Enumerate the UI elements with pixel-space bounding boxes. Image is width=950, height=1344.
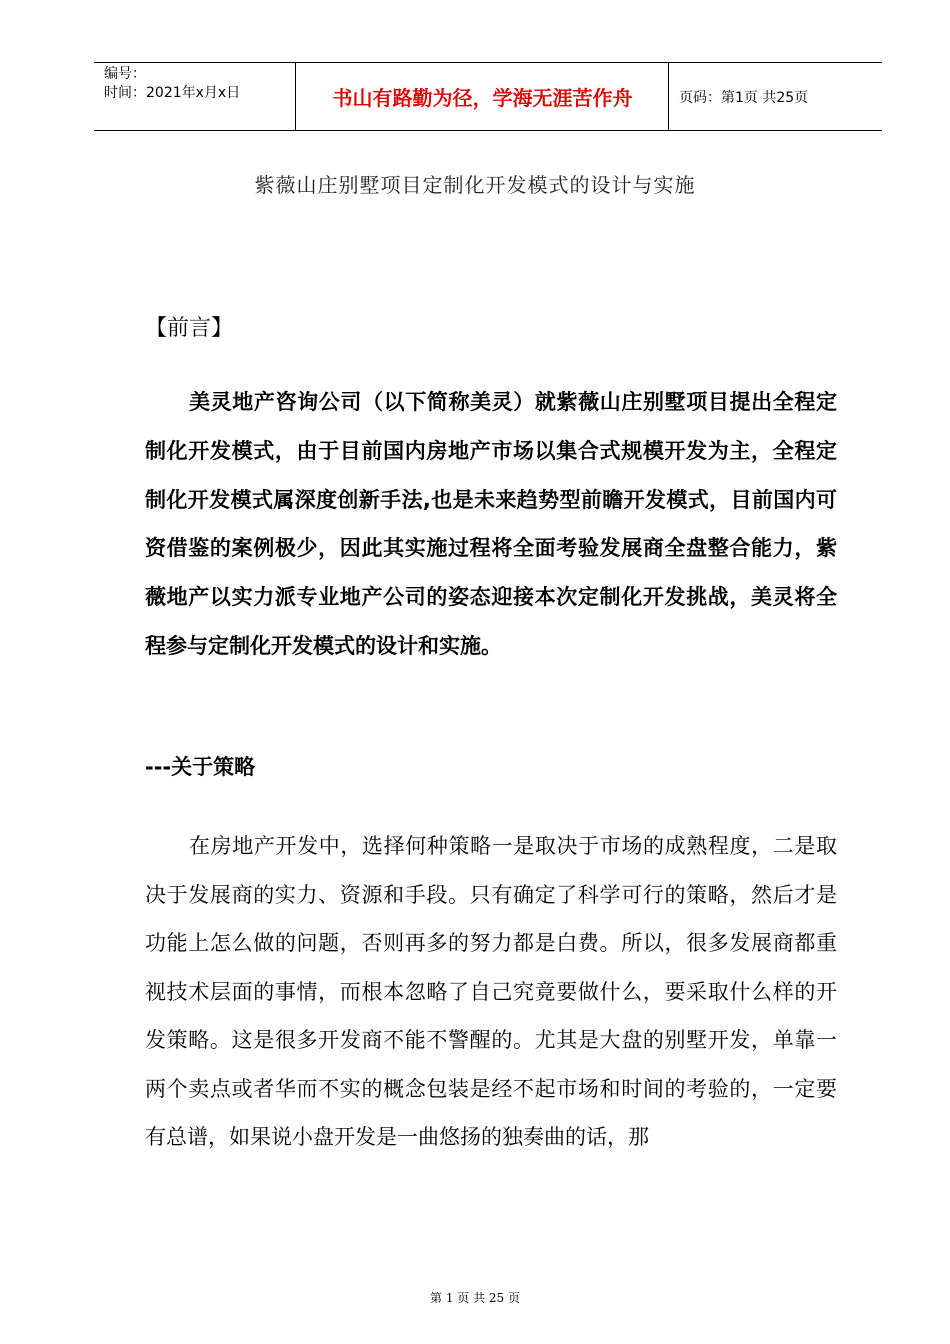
- document-title: 紫薇山庄别墅项目定制化开发模式的设计与实施: [254, 173, 696, 197]
- header-page-label: 页码：第1页 共25页: [679, 89, 809, 106]
- header-motto: 书山有路勤为径，学海无涯苦作舟: [332, 86, 633, 110]
- number-label: 编号：: [104, 66, 146, 82]
- header-table: [94, 62, 882, 131]
- time-label: 时间：2021年x月x日: [104, 85, 241, 101]
- strategy-heading: ---关于策略: [145, 755, 256, 779]
- preface-paragraph: 美灵地产咨询公司（以下简称美灵）就紫薇山庄别墅项目提出全程定制化开发模式，由于目前国内房地产市场以集合式规模开发为主，全程定制化开发模式属深度创新手法,也是未来趋势型前瞻开发模式，目前国内可资借鉴的案例极少，因此其实施过程将全面考验发展商全盘整合能力，紫薇地产以实力派专业地产公司的姿态迎接本次定制化开发挑战，美灵将全程参与定制化开发模式的设计和实施。: [145, 390, 837, 658]
- header-meta: [104, 65, 240, 103]
- header-divider: [668, 63, 669, 130]
- header-divider: [295, 63, 296, 130]
- strategy-paragraph: 在房地产开发中，选择何种策略一是取决于市场的成熟程度，二是取决于发展商的实力、资源和手段。只有确定了科学可行的策略，然后才是功能上怎么做的问题，否则再多的努力都是白费。所以，很多发展商都重视技术层面的事情，而根本忽略了自己究竟要做什么，要采取什么样的开发策略。这是很多开发商不能不警醒的。尤其是大盘的别墅开发，单靠一两个卖点或者华而不实的概念包装是经不起市场和时间的考验的，一定要有总谱，如果说小盘开发是一曲悠扬的独奏曲的话，那: [145, 834, 837, 1149]
- preface-heading: 【前言】: [145, 316, 234, 341]
- page-footer: 第 1 页 共 25 页: [430, 1291, 520, 1305]
